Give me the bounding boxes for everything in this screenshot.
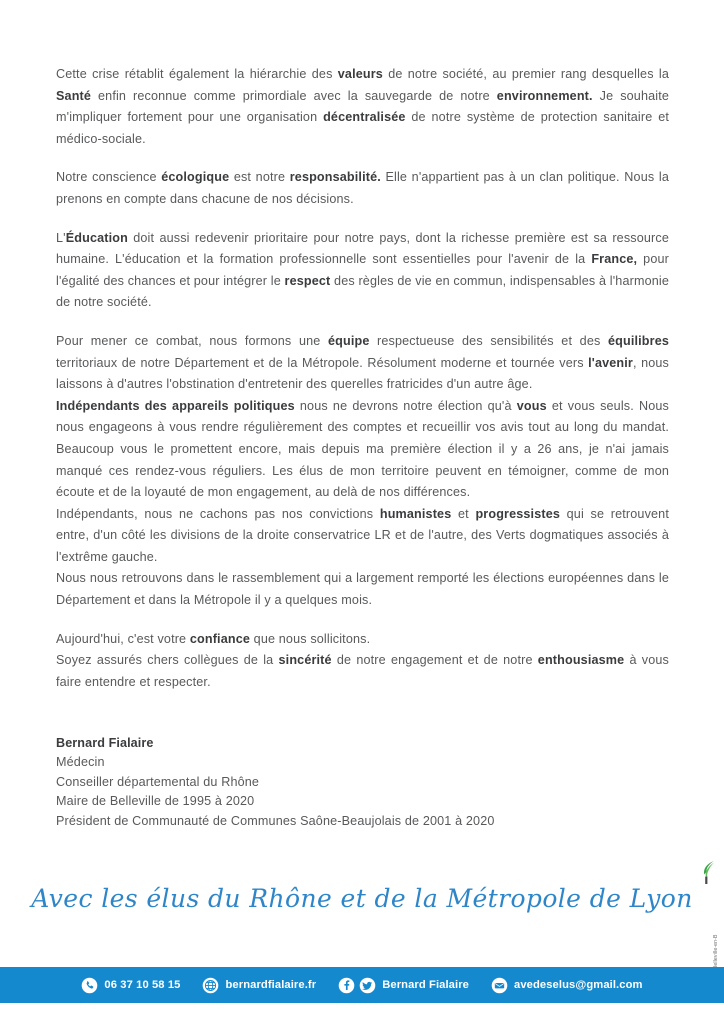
paragraph-independants — [56, 396, 669, 504]
emphasis-text: écologique — [161, 170, 230, 185]
paragraph-valeurs — [56, 64, 669, 150]
emphasis-text: respect — [284, 273, 331, 288]
body-text: , nous laissons à d'autres l'obstination d'entretenir des querelles fratricides d'un autre âge. — [56, 355, 669, 392]
leaf-logo-icon — [701, 860, 717, 886]
emphasis-text: responsabilité. — [289, 170, 381, 185]
emphasis-text: confiance — [189, 631, 251, 646]
body-text: Elle n'appartient pas à un clan politique. Nous la prenons en compte dans chacune de nos décisions. — [56, 170, 669, 206]
email-icon — [491, 977, 508, 994]
side-imprint — [698, 860, 720, 970]
signatory-role-0: Médecin — [56, 755, 105, 770]
paragraph-sincerite — [56, 650, 669, 693]
emphasis-text: Santé — [56, 88, 92, 103]
footer-item-website[interactable] — [202, 977, 316, 994]
body-text: Indépendants, nous ne cachons pas nos convictions — [56, 506, 380, 521]
body-text: Soyez assurés chers collègues de la — [56, 653, 279, 668]
emphasis-text: sincérité — [278, 653, 332, 668]
signatory-role-2: Maire de Belleville de 1995 à 2020 — [56, 794, 255, 809]
body-text: territoriaux de notre Département et de la Métropole. Résolument moderne et tournée vers — [56, 355, 589, 370]
body-text: de notre système de protection sanitaire et médico-sociale. — [56, 110, 669, 146]
body-text: et vous seuls. Nous nous engageons à vous rendre régulièrement des comptes et recueillir vos avis tout au long du mandat. Beaucoup vous le promettent encore, mais depuis ma première élection il y a 26 ans, je n'ai jamais manqué ces rendez-vous réguliers. Les élus de mon territoire peuvent en témoigner, comme de mon écoute et de la loyauté de mon engagement, au delà de nos différences. — [56, 398, 669, 500]
emphasis-text: enthousiasme — [537, 653, 625, 668]
signature-block — [56, 734, 556, 831]
body-text: Pour mener ce combat, nous formons une — [56, 333, 328, 348]
emphasis-text: valeurs — [337, 67, 383, 81]
body-text: enfin reconnue comme primordiale avec la sauvegarde de notre — [91, 88, 497, 103]
paragraph-education — [56, 228, 669, 314]
facebook-icon[interactable] — [338, 977, 355, 994]
footer-item-phone[interactable] — [81, 977, 180, 994]
emphasis-text: France, — [591, 252, 638, 267]
emphasis-text: Indépendants des appareils politiques — [56, 398, 295, 413]
social-handle: Bernard Fialaire — [382, 979, 469, 991]
body-text: des règles de vie en commun, indispensables à l'harmonie de notre société. — [56, 273, 669, 310]
body-text: que nous sollicitons. — [250, 631, 371, 646]
email-address: avedeselus@gmail.com — [514, 979, 643, 991]
emphasis-text: vous — [516, 398, 547, 413]
website-url: bernardfialaire.fr — [225, 979, 317, 991]
emphasis-text: Éducation — [65, 230, 128, 245]
letter-body — [56, 64, 669, 710]
tagline: Avec les élus du Rhône et de la Métropole de Lyon — [31, 884, 693, 913]
body-text: est notre — [229, 170, 290, 185]
twitter-icon[interactable] — [359, 977, 376, 994]
emphasis-text: décentralisée — [323, 110, 406, 125]
body-text: Nous nous retrouvons dans le rassemblement qui a largement remporté les élections européennes dans le Département et dans la Métropole il y a quelques mois. — [56, 571, 669, 608]
body-text: L' — [56, 230, 66, 245]
emphasis-text: humanistes — [379, 506, 452, 521]
globe-icon — [202, 977, 219, 994]
body-text: qui se retrouvent entre, d'un côté les divisions de la droite conservatrice LR et de l'autre, des Verts dogmatiques associés à l'extrême gauche. — [56, 506, 669, 564]
body-text: de notre société, au premier rang desquelles la — [382, 67, 669, 81]
body-text: nous ne devrons notre élection qu'à — [294, 398, 517, 413]
emphasis-text: équilibres — [608, 333, 670, 348]
contact-footer — [0, 967, 724, 1003]
paragraph-convictions — [56, 504, 669, 569]
body-text: Je souhaite m'impliquer fortement pour une organisation — [56, 88, 670, 125]
signatory-role-3: Président de Communauté de Communes Saône-Beaujolais de 2001 à 2020 — [56, 813, 495, 828]
paragraph-confiance — [56, 629, 669, 651]
body-text: de notre engagement et de notre — [331, 653, 538, 668]
paragraph-equipe — [56, 331, 669, 396]
signatory-role-1: Conseiller départemental du Rhône — [56, 774, 260, 789]
body-text: Cette crise rétablit également la hiérarchie des — [56, 67, 338, 81]
body-text: et — [451, 506, 476, 521]
signatory-name: Bernard Fialaire — [56, 736, 154, 750]
emphasis-text: équipe — [327, 333, 370, 348]
body-text: à vous faire entendre et respecter. — [56, 653, 669, 689]
body-text: doit aussi redevenir prioritaire pour notre pays, dont la richesse première est sa ressource humaine. L'éducation et la formation professionnelle sont essentielles pour l'avenir de la — [56, 230, 669, 267]
paragraph-rassemblement — [56, 568, 669, 611]
emphasis-text: progressistes — [475, 506, 561, 521]
footer-item-social[interactable] — [338, 977, 469, 994]
body-text: Notre conscience — [56, 170, 162, 185]
phone-icon — [81, 977, 98, 994]
emphasis-text: environnement. — [496, 88, 593, 103]
body-text: respectueuse des sensibilités et des — [369, 333, 609, 348]
paragraph-ecologie — [56, 167, 669, 210]
body-text: pour l'égalité des chances et pour intégrer le — [56, 252, 669, 288]
emphasis-text: l'avenir — [588, 355, 633, 370]
footer-item-email[interactable] — [491, 977, 643, 994]
phone-number: 06 37 10 58 15 — [104, 979, 181, 991]
body-text: Aujourd'hui, c'est votre — [56, 631, 190, 646]
